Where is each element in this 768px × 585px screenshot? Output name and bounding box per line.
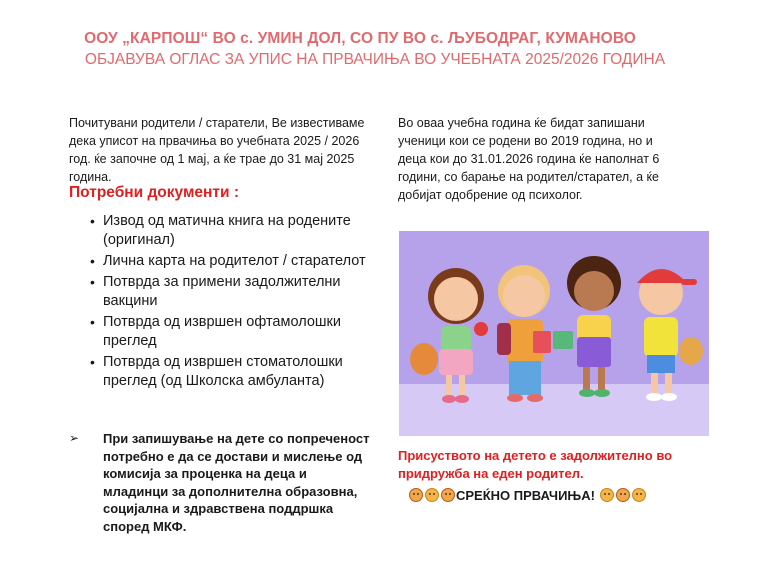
list-item: • Потврда од извршен стоматолошки преглед (од Школска амбуланта) (90, 354, 343, 389)
girl-emoji-icon (441, 488, 455, 502)
list-item: • Потврда од извршен офтамолошки преглед (90, 314, 341, 349)
bullet-icon: • (90, 274, 95, 290)
bullet-icon: • (90, 253, 95, 269)
arrow-bullet-icon: ➢ (69, 431, 80, 445)
disability-note-text: При запишување на дете со попреченост потребно е да се достави и мислење од комисија за проценка на деца и младинци за дополнителна образовна, социјална и здравствена поддршка според МКФ. (103, 431, 370, 534)
disability-note (69, 430, 374, 535)
boy-emoji-icon (632, 488, 646, 502)
documents-title: Потребни документи : (69, 184, 239, 201)
intro-paragraph: Почитувани родители / старатели, Ве известиваме дека уписот на првачиња во учебната 2025 / 2026 год. ќе започне од 1 мај, а ќе трае до 31 мај 2025 година. (69, 116, 365, 184)
boy-emoji-icon (600, 488, 614, 502)
school-title: ООУ „КАРПОШ“ ВО с. УМИН ДОЛ, СО ПУ ВО с. ЉУБОДРАГ, КУМАНОВО (84, 30, 636, 47)
children-drawing (399, 231, 709, 436)
list-item: • Лична карта на родителот / старателот (90, 253, 366, 269)
list-item: • Извод од матична книга на родените (оригинал) (90, 213, 351, 248)
girl-emoji-icon (616, 488, 630, 502)
child-boy-2 (637, 269, 703, 401)
bullet-icon: • (90, 354, 95, 370)
eligibility-paragraph: Во оваа учебна година ќе бидат запишани ученици кои се родени во 2019 година, но и деца кои до 31.01.2026 година ќе наполнат 6 години, со барање на родител/старател, а ќе добијат одобрение од психолог. (398, 116, 660, 202)
boy-emoji-icon (425, 488, 439, 502)
bullet-icon: • (90, 213, 95, 229)
children-illustration (399, 231, 709, 436)
bullet-icon: • (90, 314, 95, 330)
wish-line (408, 488, 647, 503)
presence-notice: Присуството на детето е задолжително во придружба на еден родител. (398, 448, 673, 481)
child-boy-1 (497, 265, 551, 402)
list-item: • Потврда за примени задолжителни вакцини (90, 274, 341, 309)
wish-text: СРЕЌНО ПРВАЧИЊА! (456, 488, 595, 503)
announcement-title: ОБЈАВУВА ОГЛАС ЗА УПИС НА ПРВАЧИЊА ВО УЧЕБНАТА 2025/2026 ГОДИНА (84, 51, 666, 68)
header (0, 30, 768, 69)
child-girl-1 (410, 268, 488, 403)
girl-emoji-icon (409, 488, 423, 502)
child-girl-2 (553, 256, 621, 397)
documents-list (69, 212, 379, 393)
